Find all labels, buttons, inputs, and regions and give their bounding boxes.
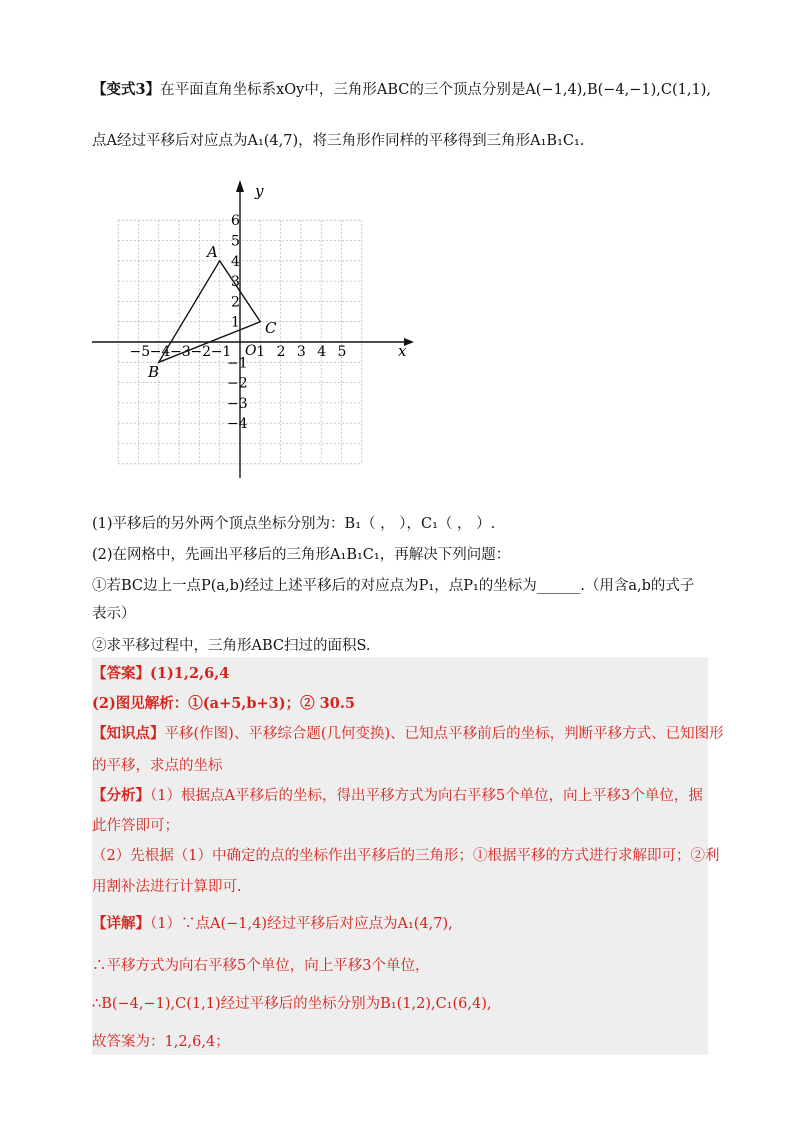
- answer-line1: [92, 664, 708, 684]
- x-tick-label: 4: [317, 344, 327, 360]
- problem-intro-text: 在平面直角坐标系xOy中，三角形ABC的三个顶点分别是A(−1,4),B(−4,−1),C(1,1),: [160, 82, 711, 98]
- detail-text: （1）∵点A(−1,4)经过平移后对应点为A₁(4,7),: [150, 916, 453, 932]
- vertex-label-b: B: [148, 363, 160, 381]
- y-tick-labels: [227, 213, 248, 432]
- x-tick-label: 2: [276, 344, 286, 360]
- analysis-text: （1）根据点A平移后的坐标，得出平移方式为向右平移5个单位，向上平移3个单位，据: [150, 788, 703, 804]
- y-tick-label: 1: [231, 314, 240, 331]
- y-tick-label: −2: [227, 375, 248, 392]
- detail-line4: 故答案为：1,2,6,4；: [92, 1034, 230, 1050]
- question-2-2: ②求平移过程中，三角形ABC扫过的面积S.: [92, 638, 371, 654]
- x-tick-label: −2: [190, 344, 212, 360]
- analysis-line2: 此作答即可；: [92, 818, 179, 834]
- y-axis-arrow: [236, 180, 244, 192]
- x-tick-label: −5: [129, 344, 151, 360]
- x-tick-label: 3: [296, 344, 306, 360]
- x-tick-label: 1: [256, 344, 266, 360]
- coordinate-grid-figure: [92, 180, 414, 482]
- analysis-line4: 用割补法进行计算即可.: [92, 879, 242, 895]
- y-tick-label: 3: [231, 274, 240, 291]
- knowledge-text: 平移(作图)、平移综合题(几何变换)、已知点平移前后的坐标，判断平移方式、已知图形: [164, 726, 724, 742]
- x-tick-label: 5: [337, 344, 347, 360]
- analysis-line1: [92, 786, 708, 806]
- analysis-line3: （2）先根据（1）中确定的点的坐标作出平移后的三角形；①根据平移的方式进行求解即可；②利: [92, 848, 720, 864]
- question-2: (2)在网格中，先画出平移后的三角形A₁B₁C₁，再解决下列问题：: [92, 547, 511, 563]
- x-tick-label: −1: [210, 344, 232, 360]
- y-tick-label: −3: [227, 395, 248, 412]
- detail-line3: ∴B(−4,−1),C(1,1)经过平移后的坐标分别为B₁(1,2),C₁(6,4),: [92, 996, 492, 1012]
- question-2-1-line1: ①若BC边上一点P(a,b)经过上述平移后的对应点为P₁，点P₁的坐标为______.（用含a,b的式子: [92, 578, 695, 594]
- detail-label: 【详解】: [92, 915, 150, 932]
- y-tick-label: −1: [227, 355, 248, 372]
- x-tick-label: −4: [149, 344, 171, 360]
- answer-label: 【答案】: [92, 665, 150, 682]
- detail-line2: ∴平移方式为向右平移5个单位，向上平移3个单位，: [92, 958, 430, 974]
- knowledge-line1: [92, 724, 724, 744]
- vertex-label-a: A: [207, 243, 218, 261]
- y-tick-label: 2: [231, 294, 240, 311]
- analysis-label: 【分析】: [92, 787, 150, 804]
- x-axis-label: x: [398, 342, 407, 360]
- x-tick-label: −3: [170, 344, 191, 360]
- y-axis-label: y: [255, 182, 264, 200]
- y-tick-label: 4: [231, 253, 240, 270]
- y-tick-label: 5: [231, 233, 240, 250]
- answer-line2: (2)图见解析：①(a+5,b+3)；② 30.5: [92, 695, 355, 712]
- detail-line1: [92, 914, 708, 934]
- origin-label: O: [245, 343, 257, 359]
- knowledge-label: 【知识点】: [92, 725, 165, 742]
- question-2-1-line2: 表示）: [92, 606, 136, 622]
- y-tick-label: −4: [227, 416, 248, 433]
- variant-tag: 【变式3】: [92, 81, 161, 98]
- vertex-label-c: C: [265, 319, 277, 337]
- knowledge-line2: 的平移，求点的坐标: [92, 758, 223, 774]
- problem-intro-line1: [92, 80, 711, 100]
- problem-intro-line2: 点A经过平移后对应点为A₁(4,7)，将三角形作同样的平移得到三角形A₁B₁C₁.: [92, 133, 585, 149]
- question-1: (1)平移后的另外两个顶点坐标分别为：B₁（ ， ），C₁（ ， ）.: [92, 516, 496, 532]
- answer-value-1: (1)1,2,6,4: [150, 665, 230, 682]
- y-tick-label: 6: [231, 213, 240, 230]
